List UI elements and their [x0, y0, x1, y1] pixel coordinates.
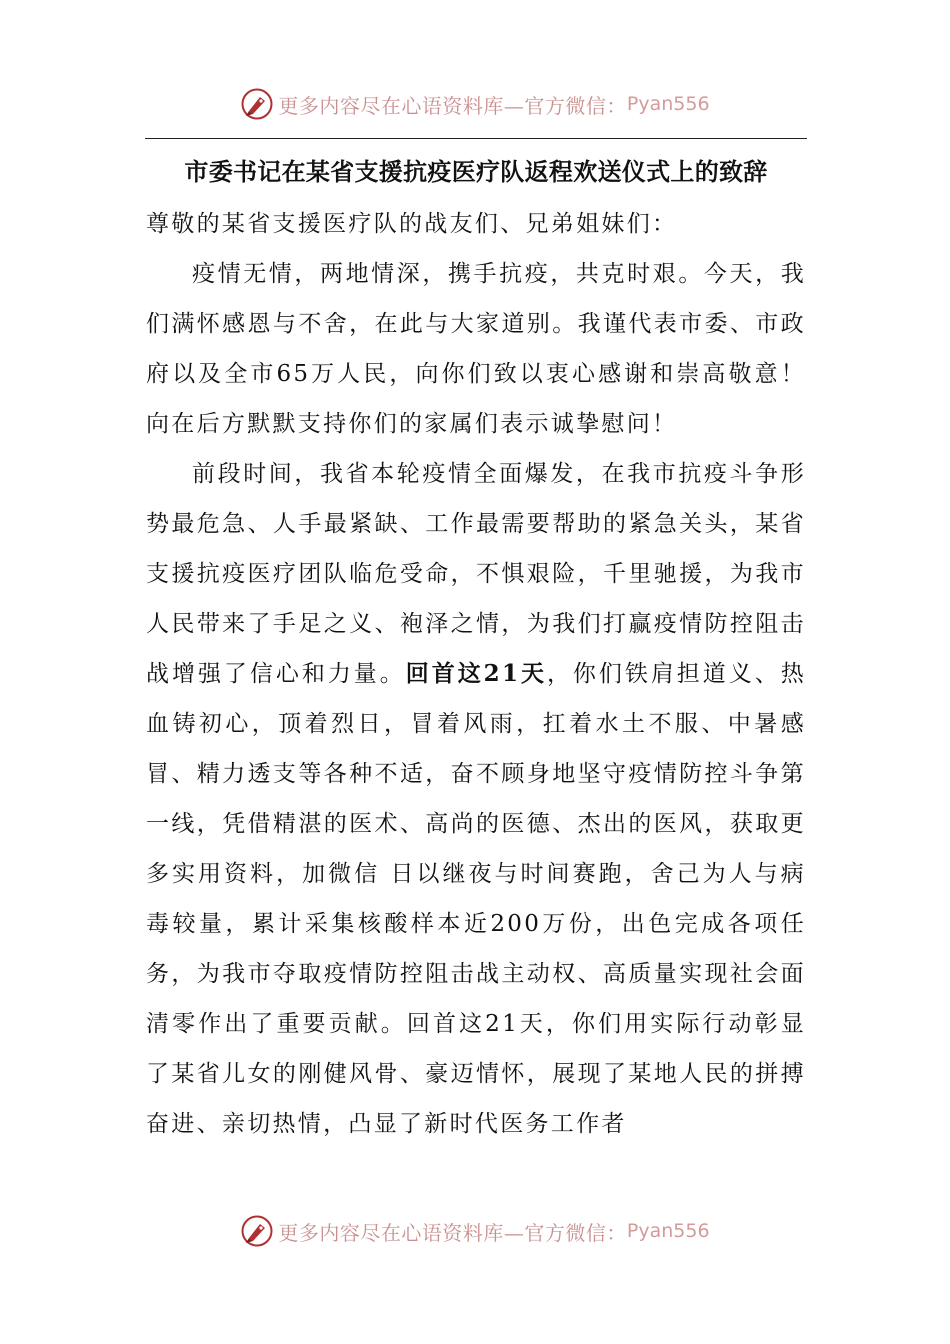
- banner-text: 更多内容尽在心语资料库—官方微信：: [278, 1220, 627, 1245]
- document-body: [146, 199, 806, 1149]
- salutation: 尊敬的某省支援医疗队的战友们、兄弟姐妹们：: [146, 211, 678, 237]
- wechat-id: Pyan556: [626, 93, 710, 115]
- pen-nib-icon: [240, 87, 274, 121]
- header-banner: [0, 84, 950, 124]
- paragraph-2-text-b: ，你们铁肩担道义、热血铸初心，顶着烈日，冒着风雨，扛着水土不服、中暑感冒、精力透支等各种不适，奋不顾身地坚守疫情防控斗争第一线，凭借精湛的医术、高尚的医德、杰出的医风，获取更多实用资料，加微信 日以继夜与时间赛跑，舍己为人与病毒较量，累计采集核酸样本近200万份，出色完成各项任务，为我市夺取疫情防控阻击战主动权、高质量实现社会面清零作出了重要贡献。回首这21天，你们用实际行动彰显了某省儿女的刚健风骨、豪迈情怀，展现了某地人民的拼搏奋进、亲切热情，凸显了新时代医务工作者: [146, 661, 807, 1137]
- document-title: 市委书记在某省支援抗疫医疗队返程欢送仪式上的致辞: [184, 157, 768, 186]
- paragraph-2: [146, 449, 806, 1149]
- banner-text: 更多内容尽在心语资料库—官方微信：: [278, 93, 627, 118]
- wechat-id: Pyan556: [626, 1220, 710, 1242]
- paragraph-2-text-a: 前段时间，我省本轮疫情全面爆发，在我市抗疫斗争形势最危急、人手最紧缺、工作最需要帮助的紧急关头，某省支援抗疫医疗团队临危受命，不惧艰险，千里驰援，为我市人民带来了手足之义、袍泽之情，为我们打赢疫情防控阻击战增强了信心和力量。: [146, 461, 806, 687]
- header-divider: [145, 138, 807, 139]
- paragraph-1: 疫情无情，两地情深，携手抗疫，共克时艰。今天，我们满怀感恩与不舍，在此与大家道别。我谨代表市委、市政府以及全市65万人民，向你们致以衷心感谢和崇高敬意！向在后方默默支持你们的家属们表示诚挚慰问！: [146, 261, 806, 437]
- pen-nib-icon: [240, 1214, 274, 1248]
- footer-banner: [0, 1211, 950, 1251]
- paragraph-2-bold-phrase: 回首这21天: [405, 660, 547, 687]
